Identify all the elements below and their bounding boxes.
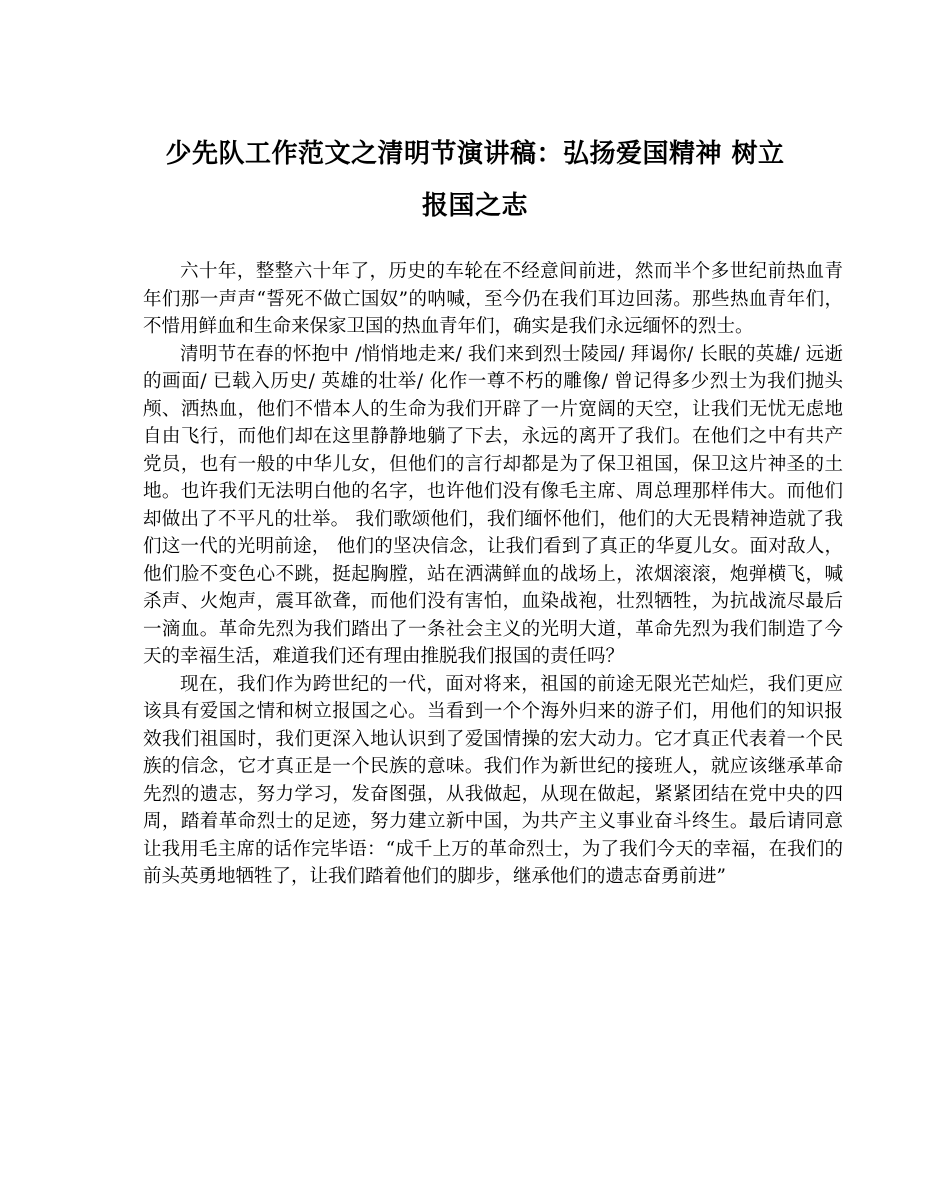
title-line-1: 少先队工作范文之清明节演讲稿：弘扬爱国精神 树立: [165, 139, 785, 169]
document-body: [143, 258, 843, 891]
paragraph-3: 现在，我们作为跨世纪的一代，面对将来，祖国的前途无限光芒灿烂，我们更应该具有爱国之情和树立报国之心。当看到一个个海外归来的游子们，用他们的知识报效我们祖国时，我们更深入地认识到了爱国情操的宏大动力。它才真正代表着一个民族的信念，它才真正是一个民族的意味。我们作为新世纪的接班人，就应该继承革命先烈的遗志，努力学习，发奋图强，从我做起，从现在做起，紧紧团结在党中央的四周，踏着革命烈士的足迹，努力建立新中国，为共产主义事业奋斗终生。最后请同意让我用毛主席的话作完毕语：“成千上万的革命烈士，为了我们今天的幸福，在我们的前头英勇地牺牲了，让我们踏着他们的脚步，继承他们的遗志奋勇前进”: [143, 673, 843, 887]
title-line-2: 报国之志: [421, 191, 528, 221]
document-title: [130, 128, 820, 232]
paragraph-2: 清明节在春的怀抱中 /悄悄地走来/ 我们来到烈士陵园/ 拜谒你/ 长眠的英雄/ 远逝的画面/ 已载入历史/ 英雄的壮举/ 化作一尊不朽的雕像/ 曾记得多少烈士为我们抛头颅、洒热血，他们不惜本人的生命为我们开辟了一片宽阔的天空，让我们无忧无虑地自由飞行，而他们却在这里静静地躺了下去，永远的离开了我们。在他们之中有共产党员，也有一般的中华儿女，但他们的言行却都是为了保卫祖国，保卫这片神圣的土地。也许我们无法明白他的名字，也许他们没有像毛主席、周总理那样伟大。而他们却做出了不平凡的壮举。 我们歌颂他们，我们缅怀他们，他们的大无畏精神造就了我们这一代的光明前途， 他们的坚决信念，让我们看到了真正的华夏儿女。面对敌人，他们脸不变色心不跳，挺起胸膛，站在洒满鲜血的战场上，浓烟滚滚，炮弹横飞，喊杀声、火炮声，震耳欲聋，而他们没有害怕，血染战袍，壮烈牺牲，为抗战流尽最后一滴血。革命先烈为我们踏出了一条社会主义的光明大道，革命先烈为我们制造了今天的幸福生活，难道我们还有理由推脱我们报国的责任吗？: [143, 343, 843, 667]
paragraph-1: 六十年，整整六十年了，历史的车轮在不经意间前进，然而半个多世纪前热血青年们那一声声“誓死不做亡国奴”的呐喊，至今仍在我们耳边回荡。那些热血青年们，不惜用鲜血和生命来保家卫国的热血青年们，确实是我们永远缅怀的烈士。: [143, 261, 843, 337]
